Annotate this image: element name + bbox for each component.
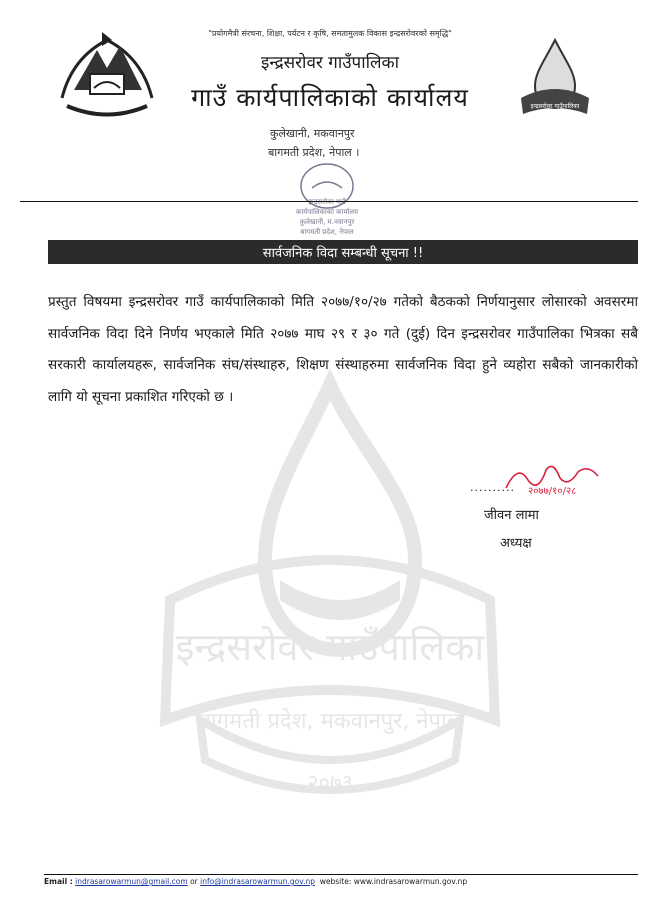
website-label: website: <box>319 877 352 886</box>
svg-text:बागमती प्रदेश, नेपाल: बागमती प्रदेश, नेपाल <box>300 228 354 236</box>
motto: "प्रयोगमैत्री संरचना, शिक्षा, पर्यटन र कृषि, समतामुलक विकास इन्द्रसरोवरको समृद्धि" <box>208 29 452 38</box>
email-label: Email : <box>44 877 73 886</box>
signatory-role: अध्यक्ष <box>500 536 532 551</box>
signature-dots: .......... <box>470 481 515 494</box>
footer-contact <box>44 877 467 886</box>
svg-text:इन्द्रसरोवर गाउँ: इन्द्रसरोवर गाउँ <box>308 198 346 206</box>
email-link-2[interactable]: info@indrasarowarmun.gov.np <box>200 877 315 886</box>
website-link[interactable]: www.indrasarowarmun.gov.np <box>353 877 468 886</box>
svg-text:२०७७/१०/२८: २०७७/१०/२८ <box>528 486 577 497</box>
notice-title-banner <box>48 240 638 264</box>
office-stamp <box>272 158 382 238</box>
footer-divider <box>44 874 638 875</box>
svg-text:२०७३: २०७३ <box>307 771 353 796</box>
notice-title: सार्वजनिक विदा सम्बन्धी सूचना !! <box>262 246 424 261</box>
address-line-2: बागमती प्रदेश, नेपाल । <box>268 146 360 159</box>
email-link-1[interactable]: indrasarowarmun@gmail.com <box>75 877 188 886</box>
signatory-name: जीवन लामा <box>484 508 539 523</box>
municipality-name: इन्द्रसरोवर गाउँपालिका <box>260 53 400 73</box>
svg-text:कार्यपालिकाको कार्यालय: कार्यपालिकाको कार्यालय <box>295 208 359 216</box>
municipality-logo <box>515 30 595 125</box>
svg-text:कुलेखानी, म.नवानपुर: कुलेखानी, म.नवानपुर <box>299 218 355 226</box>
svg-text:इन्द्रसरोवर गाउँपालिका: इन्द्रसरोवर गाउँपालिका <box>530 103 580 110</box>
office-name: गाउँ कार्यपालिकाको कार्यालय <box>191 83 469 112</box>
address-line-1: कुलेखानी, मकवानपुर <box>270 127 355 140</box>
svg-text:इन्द्रसरोवर गाउँपालिका: इन्द्रसरोवर गाउँपालिका <box>175 625 485 669</box>
notice-body: प्रस्तुत विषयमा इन्द्रसरोवर गाउँ कार्यपालिकाको मिति २०७७/१०/२७ गतेको बैठकको निर्णयानुसार लोसारको अवसरमा सार्वजनिक विदा दिने निर्णय भएकाले मिति २०७७ माघ २९ र ३० गते (दुई) दिन इन्द्रसरोवर गाउँपालिका भित्रका सबै सरकारी कार्यालयहरू, सार्वजनिक संघ/संस्थाहरु, शिक्षण संस्थाहरुमा सार्वजनिक विदा हुने व्यहोरा सबैको जानकारीको लागि यो सूचना प्रकाशित गरिएको छ । <box>48 294 638 405</box>
flag-icon <box>102 32 112 46</box>
or-text: or <box>190 877 198 886</box>
header-divider <box>20 201 638 202</box>
svg-text:बागमती प्रदेश, मकवानपुर, नेपाल: बागमती प्रदेश, मकवानपुर, नेपाल <box>198 709 462 734</box>
